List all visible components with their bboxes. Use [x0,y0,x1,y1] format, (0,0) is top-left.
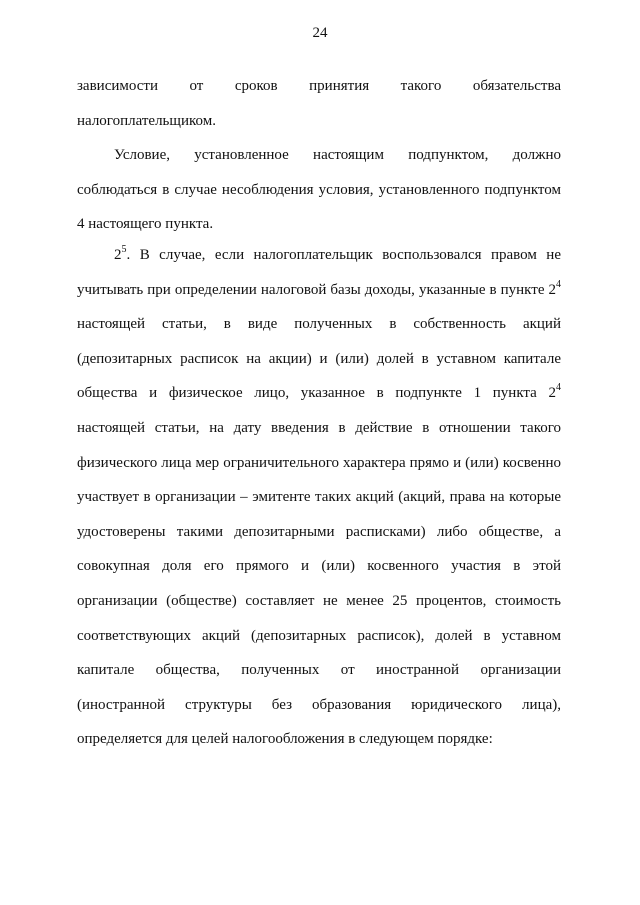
paragraph-item-2-5 [77,238,561,757]
paragraph-text: настоящей статьи, в виде полученных в собственность акций (депозитарных расписок на акции) и (или) долей в уставном капитале общества и физическое лицо, указанное в подпункте 1 пункта 2 [77,316,561,402]
item-number-superscript: 5 [121,243,127,255]
paragraph-condition [77,138,561,242]
paragraph-text: Условие, установленное настоящим подпунктом, должно соблюдаться в случае несоблюдения условия, установленного подпунктом 4 настоящего пункта. [77,147,561,233]
reference-superscript: 4 [556,382,561,394]
reference-superscript: 4 [556,278,561,290]
paragraph-continuation [77,69,561,138]
document-body [77,69,561,757]
paragraph-text: зависимости от сроков принятия такого обязательства налогоплательщиком. [77,78,561,129]
page-number: 24 [312,25,328,41]
paragraph-text: . В случае, если налогоплательщик воспользовался правом не учитывать при определении налоговой базы доходы, указанные в пункте 2 [77,246,561,298]
item-number: 2 [114,246,122,263]
paragraph-text: настоящей статьи, на дату введения в действие в отношении такого физического лица мер ограничительного характера прямо и (или) косвенно участвует в организации – эмитенте таких акций (акций, права на которые удостоверены такими депозитарными расписками) либо обществе, а совокупная доля его прямого и (или) косвенного участия в этой организации (обществе) составляет не менее 25 процентов, стоимость соответствующих акций (депозитарных расписок), долей в уставном капитале общества, полученных от иностранной организации (иностранной структуры без образования юридического лица), определяется для целей налогообложения в следующем порядке: [77,419,561,748]
